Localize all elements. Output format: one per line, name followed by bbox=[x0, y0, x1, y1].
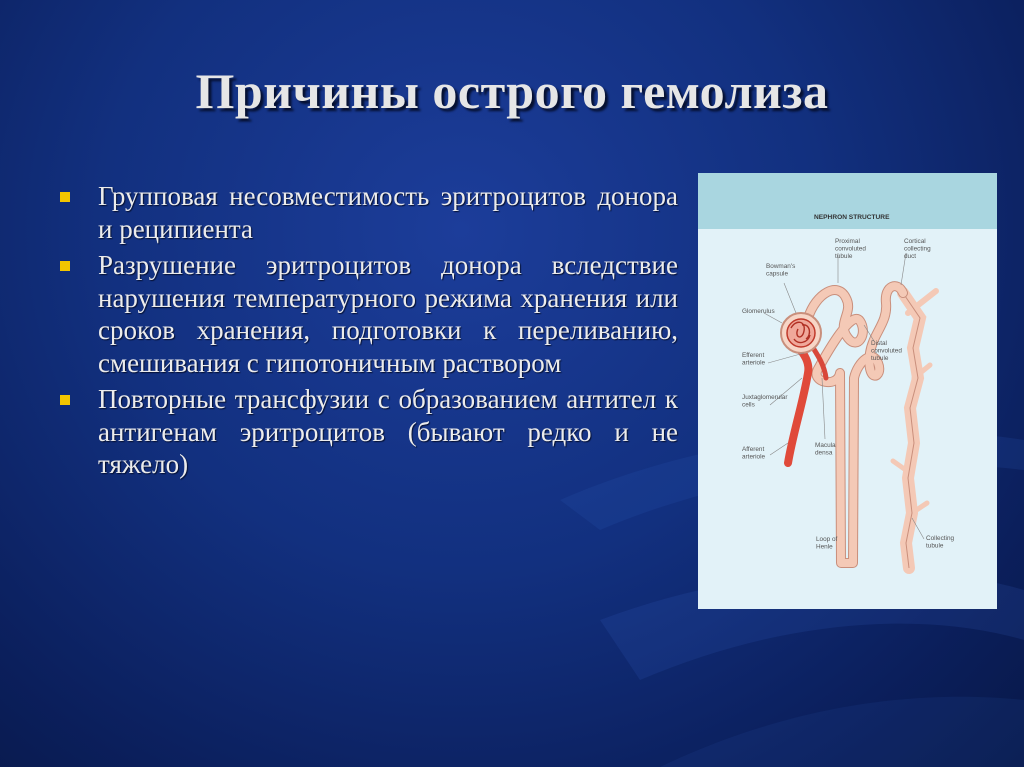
nephron-figure bbox=[698, 173, 997, 609]
distal-tubule-label: Distal convoluted tubule bbox=[871, 340, 902, 362]
collecting-duct-shape bbox=[893, 291, 936, 568]
bullet-list bbox=[60, 180, 680, 485]
bullet-marker-icon bbox=[60, 261, 70, 271]
bullet-text: Разрушение эритроцитов донора вследствие нарушения температурного режима хранения или сроков хранения, подготовки к переливанию, смешивания с гипотоничным раствором bbox=[98, 250, 678, 378]
loop-of-henle-label: Loop of Henle bbox=[816, 536, 838, 551]
bullet-item bbox=[60, 383, 680, 481]
cortical-duct-label: Cortical collecting duct bbox=[904, 238, 931, 260]
nephron-diagram bbox=[698, 173, 997, 609]
collecting-tubule-label: Collecting tubule bbox=[926, 535, 955, 550]
macula-densa-label: Macula densa bbox=[815, 442, 836, 457]
bullet-text: Повторные трансфузии с образованием антител к антигенам эритроцитов (бывают редко и не тяжело) bbox=[98, 384, 678, 479]
bullet-item bbox=[60, 180, 680, 245]
slide-title: Причины острого гемолиза bbox=[195, 63, 829, 119]
efferent-arteriole-label: Efferent arteriole bbox=[742, 352, 766, 367]
juxtaglomerular-cells-label: Juxtaglomerular cells bbox=[742, 394, 788, 409]
glomerulus-shape bbox=[781, 313, 821, 353]
bullet-item bbox=[60, 249, 680, 379]
afferent-arteriole-label: Afferent arteriole bbox=[742, 446, 766, 461]
afferent-arteriole-shape bbox=[788, 348, 808, 463]
figure-heading: NEPHRON STRUCTURE bbox=[814, 214, 890, 221]
tubule-shape bbox=[808, 286, 903, 563]
bowmans-capsule-label: Bowman's capsule bbox=[766, 263, 796, 278]
proximal-tubule-label: Proximal convoluted tubule bbox=[835, 238, 866, 260]
bullet-text: Групповая несовместимость эритроцитов донора и реципиента bbox=[98, 181, 678, 244]
glomerulus-label: Glomerulus bbox=[742, 308, 775, 315]
bullet-marker-icon bbox=[60, 192, 70, 202]
bullet-marker-icon bbox=[60, 395, 70, 405]
